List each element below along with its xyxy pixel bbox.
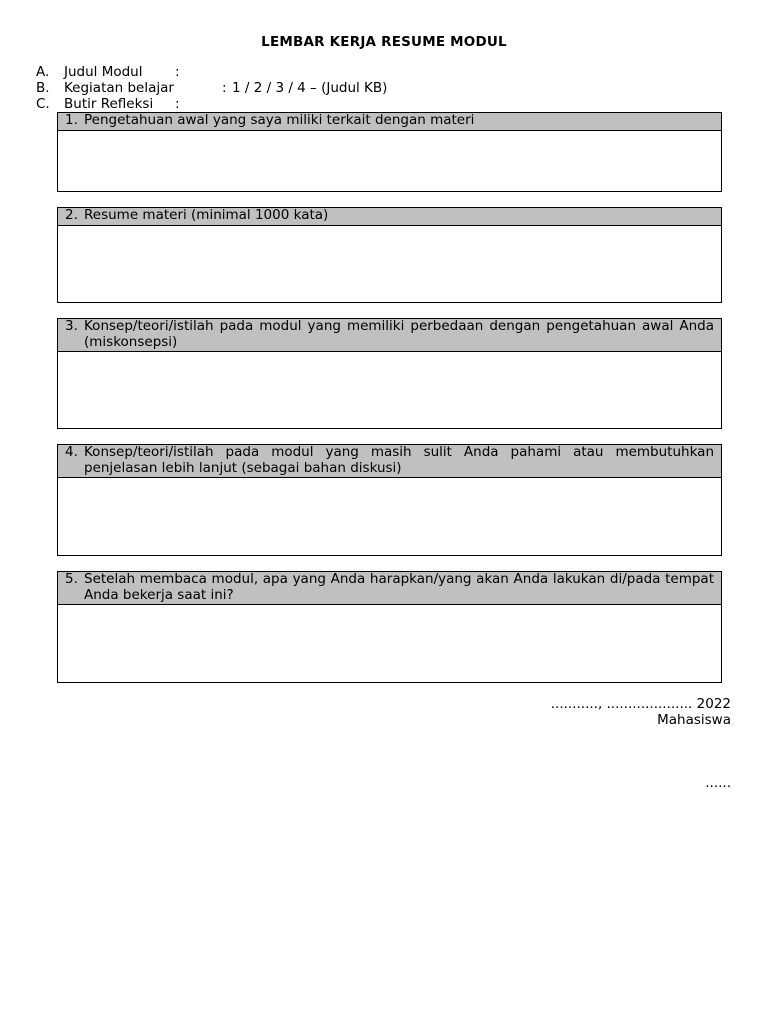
field-letter: A. xyxy=(36,64,50,80)
section-number: 5. xyxy=(65,571,78,587)
section-number: 4. xyxy=(65,444,78,460)
section-box-1 xyxy=(57,112,722,192)
field-letter: B. xyxy=(36,80,50,96)
field-letter: C. xyxy=(36,96,50,112)
section-text: Konsep/teori/istilah pada modul yang masih sulit Anda pahami atau membutuhkan penjelasan lebih lanjut (sebagai bahan diskusi) xyxy=(84,444,714,476)
section-heading xyxy=(58,445,721,478)
field-label: Judul Modul xyxy=(64,64,143,80)
field-colon: : xyxy=(175,64,180,80)
section-text: Resume materi (minimal 1000 kata) xyxy=(84,207,329,223)
field-value: 1 / 2 / 3 / 4 – (Judul KB) xyxy=(232,80,388,96)
section-text: Setelah membaca modul, apa yang Anda harapkan/yang akan Anda lakukan di/pada tempat Anda bekerja saat ini? xyxy=(84,571,714,603)
signature-name: ...... xyxy=(705,775,731,791)
section-heading xyxy=(58,208,721,226)
section-box-4 xyxy=(57,444,722,556)
field-label: Kegiatan belajar xyxy=(64,80,174,96)
section-heading xyxy=(58,113,721,131)
section-box-5 xyxy=(57,571,722,683)
section-box-3 xyxy=(57,318,722,429)
field-colon: : xyxy=(175,96,180,112)
signature-role: Mahasiswa xyxy=(657,712,731,728)
section-text: Konsep/teori/istilah pada modul yang memiliki perbedaan dengan pengetahuan awal Anda (miskonsepsi) xyxy=(84,318,714,350)
section-number: 3. xyxy=(65,318,78,334)
section-heading xyxy=(58,319,721,352)
field-colon: : xyxy=(222,80,227,96)
section-number: 1. xyxy=(65,112,78,128)
field-label: Butir Refleksi xyxy=(64,96,154,112)
section-number: 2. xyxy=(65,207,78,223)
document-title: LEMBAR KERJA RESUME MODUL xyxy=(261,34,507,50)
section-box-2 xyxy=(57,207,722,303)
signature-date-line: ..........., .................... 2022 xyxy=(550,696,731,712)
section-text: Pengetahuan awal yang saya miliki terkait dengan materi xyxy=(84,112,475,128)
section-heading xyxy=(58,572,721,605)
